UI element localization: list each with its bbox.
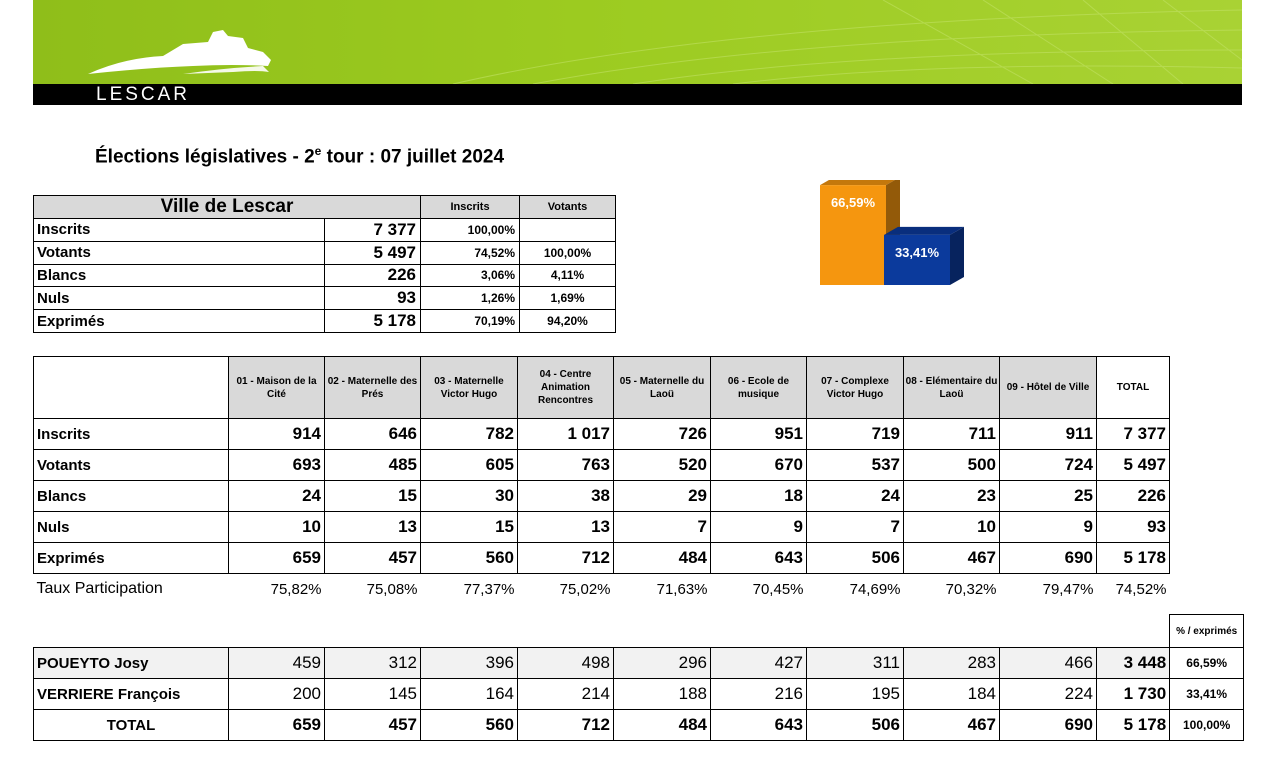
header-banner bbox=[33, 0, 1242, 84]
total-votes: 690 bbox=[1000, 710, 1097, 741]
results-chart bbox=[812, 180, 982, 300]
chart-data-label: 66,59% bbox=[830, 195, 876, 211]
pct-expressed-header: % / exprimés bbox=[1170, 615, 1244, 648]
summary-pct-votants: 94,20% bbox=[520, 310, 616, 333]
participation-value: 79,47% bbox=[1042, 580, 1094, 598]
candidate-votes: 296 bbox=[614, 648, 711, 679]
table-row bbox=[34, 450, 1170, 481]
total-votes: 712 bbox=[518, 710, 614, 741]
bureaux-corner bbox=[34, 357, 229, 419]
candidate-votes: 311 bbox=[807, 648, 904, 679]
cell-value: 500 bbox=[904, 450, 1000, 481]
summary-value: 226 bbox=[325, 264, 421, 287]
row-label: Inscrits bbox=[34, 419, 229, 450]
city-logo-icon bbox=[88, 30, 271, 74]
cell-value: 25 bbox=[1000, 481, 1097, 512]
candidate-votes: 184 bbox=[904, 679, 1000, 710]
candidate-votes: 427 bbox=[711, 648, 807, 679]
summary-pct-votants: 4,11% bbox=[520, 264, 616, 287]
summary-col-inscrits: Inscrits bbox=[421, 196, 520, 219]
summary-value: 93 bbox=[325, 287, 421, 310]
candidate-votes: 216 bbox=[711, 679, 807, 710]
candidate-votes: 214 bbox=[518, 679, 614, 710]
cell-value: 670 bbox=[711, 450, 807, 481]
summary-label: Votants bbox=[34, 241, 325, 264]
summary-pct-inscrits: 100,00% bbox=[421, 219, 520, 242]
cell-total: 5 178 bbox=[1097, 543, 1170, 574]
total-votes: 467 bbox=[904, 710, 1000, 741]
cell-value: 506 bbox=[807, 543, 904, 574]
cell-value: 15 bbox=[325, 481, 421, 512]
header-black-bar bbox=[33, 84, 1242, 105]
candidate-votes: 466 bbox=[1000, 648, 1097, 679]
cell-value: 23 bbox=[904, 481, 1000, 512]
total-pct: 100,00% bbox=[1170, 710, 1244, 741]
summary-row bbox=[34, 287, 616, 310]
cell-value: 712 bbox=[518, 543, 614, 574]
total-label: TOTAL bbox=[34, 710, 229, 741]
bureau-total-header: TOTAL bbox=[1097, 357, 1170, 419]
summary-row bbox=[34, 264, 616, 287]
total-votes: 506 bbox=[807, 710, 904, 741]
candidate-votes: 188 bbox=[614, 679, 711, 710]
participation-label: Taux Participation bbox=[36, 580, 163, 598]
total-sum: 5 178 bbox=[1097, 710, 1170, 741]
participation-value: 77,37% bbox=[463, 580, 515, 598]
summary-row bbox=[34, 219, 616, 242]
cell-value: 724 bbox=[1000, 450, 1097, 481]
candidate-votes: 195 bbox=[807, 679, 904, 710]
total-votes: 643 bbox=[711, 710, 807, 741]
summary-pct-votants bbox=[520, 219, 616, 242]
cell-value: 560 bbox=[421, 543, 518, 574]
summary-pct-votants: 100,00% bbox=[520, 241, 616, 264]
bureaux-table bbox=[33, 356, 1170, 605]
summary-city-title: Ville de Lescar bbox=[34, 196, 421, 219]
cell-total: 93 bbox=[1097, 512, 1170, 543]
cell-total: 7 377 bbox=[1097, 419, 1170, 450]
cell-total: 5 497 bbox=[1097, 450, 1170, 481]
candidate-votes: 145 bbox=[325, 679, 421, 710]
page-title: Élections législatives - 2e tour : 07 juillet 2024 bbox=[95, 144, 505, 168]
chart-bar-top bbox=[884, 227, 964, 235]
cell-value: 29 bbox=[614, 481, 711, 512]
logo-text: LESCAR bbox=[96, 84, 191, 105]
candidate-votes: 164 bbox=[421, 679, 518, 710]
cell-value: 457 bbox=[325, 543, 421, 574]
cell-value: 951 bbox=[711, 419, 807, 450]
cell-value: 693 bbox=[229, 450, 325, 481]
cell-value: 9 bbox=[711, 512, 807, 543]
cell-value: 484 bbox=[614, 543, 711, 574]
candidate-votes: 224 bbox=[1000, 679, 1097, 710]
candidate-votes: 200 bbox=[229, 679, 325, 710]
summary-pct-inscrits: 70,19% bbox=[421, 310, 520, 333]
chart-bar-side bbox=[950, 227, 964, 285]
cell-value: 911 bbox=[1000, 419, 1097, 450]
cell-value: 24 bbox=[807, 481, 904, 512]
row-label: Exprimés bbox=[34, 543, 229, 574]
candidate-total: 1 730 bbox=[1097, 679, 1170, 710]
cell-value: 485 bbox=[325, 450, 421, 481]
cell-value: 30 bbox=[421, 481, 518, 512]
summary-pct-inscrits: 74,52% bbox=[421, 241, 520, 264]
cell-value: 537 bbox=[807, 450, 904, 481]
cell-value: 914 bbox=[229, 419, 325, 450]
candidate-votes: 283 bbox=[904, 648, 1000, 679]
summary-value: 5 178 bbox=[325, 310, 421, 333]
summary-label: Blancs bbox=[34, 264, 325, 287]
cell-value: 726 bbox=[614, 419, 711, 450]
cell-value: 38 bbox=[518, 481, 614, 512]
candidate-pct: 66,59% bbox=[1170, 648, 1244, 679]
candidate-votes: 498 bbox=[518, 648, 614, 679]
cell-value: 1 017 bbox=[518, 419, 614, 450]
chart-data-label: 33,41% bbox=[894, 244, 940, 260]
bureau-header: 01 - Maison de la Cité bbox=[229, 357, 325, 419]
cell-value: 10 bbox=[229, 512, 325, 543]
row-label: Blancs bbox=[34, 481, 229, 512]
table-row bbox=[34, 512, 1170, 543]
participation-total: 74,52% bbox=[1115, 580, 1167, 598]
participation-row bbox=[34, 574, 1170, 605]
candidates-total-row bbox=[34, 710, 1244, 741]
summary-table bbox=[33, 195, 616, 333]
candidates-table bbox=[33, 614, 1244, 741]
summary-label: Exprimés bbox=[34, 310, 325, 333]
summary-row bbox=[34, 310, 616, 333]
cell-value: 690 bbox=[1000, 543, 1097, 574]
table-row bbox=[34, 543, 1170, 574]
bureau-header: 06 - Ecole de musique bbox=[711, 357, 807, 419]
bureau-header: 03 - Maternelle Victor Hugo bbox=[421, 357, 518, 419]
cell-value: 711 bbox=[904, 419, 1000, 450]
summary-label: Inscrits bbox=[34, 219, 325, 242]
cell-total: 226 bbox=[1097, 481, 1170, 512]
candidate-row bbox=[34, 648, 1244, 679]
participation-value: 70,32% bbox=[945, 580, 997, 598]
candidate-name: POUEYTO Josy bbox=[34, 648, 229, 679]
cell-value: 643 bbox=[711, 543, 807, 574]
summary-rows bbox=[34, 219, 616, 333]
bureau-header: 07 - Complexe Victor Hugo bbox=[807, 357, 904, 419]
candidate-row bbox=[34, 679, 1244, 710]
summary-row bbox=[34, 241, 616, 264]
participation-value: 74,69% bbox=[849, 580, 901, 598]
bureau-header: 05 - Maternelle du Laoü bbox=[614, 357, 711, 419]
cell-value: 7 bbox=[614, 512, 711, 543]
summary-col-votants: Votants bbox=[520, 196, 616, 219]
total-votes: 560 bbox=[421, 710, 518, 741]
cell-value: 659 bbox=[229, 543, 325, 574]
candidate-pct: 33,41% bbox=[1170, 679, 1244, 710]
cell-value: 782 bbox=[421, 419, 518, 450]
candidate-name: VERRIERE François bbox=[34, 679, 229, 710]
cell-value: 719 bbox=[807, 419, 904, 450]
candidate-total: 3 448 bbox=[1097, 648, 1170, 679]
candidate-votes: 312 bbox=[325, 648, 421, 679]
cell-value: 467 bbox=[904, 543, 1000, 574]
candidate-votes: 396 bbox=[421, 648, 518, 679]
summary-pct-inscrits: 3,06% bbox=[421, 264, 520, 287]
row-label: Nuls bbox=[34, 512, 229, 543]
candidate-votes: 459 bbox=[229, 648, 325, 679]
cell-value: 24 bbox=[229, 481, 325, 512]
table-row bbox=[34, 481, 1170, 512]
summary-label: Nuls bbox=[34, 287, 325, 310]
participation-value: 75,08% bbox=[366, 580, 418, 598]
cell-value: 520 bbox=[614, 450, 711, 481]
participation-value: 75,02% bbox=[559, 580, 611, 598]
cell-value: 13 bbox=[518, 512, 614, 543]
participation-value: 71,63% bbox=[656, 580, 708, 598]
cell-value: 10 bbox=[904, 512, 1000, 543]
cell-value: 605 bbox=[421, 450, 518, 481]
summary-value: 7 377 bbox=[325, 219, 421, 242]
participation-value: 75,82% bbox=[270, 580, 322, 598]
total-votes: 484 bbox=[614, 710, 711, 741]
cell-value: 646 bbox=[325, 419, 421, 450]
bureau-header: 09 - Hôtel de Ville bbox=[1000, 357, 1097, 419]
cell-value: 13 bbox=[325, 512, 421, 543]
bureau-header: 02 - Maternelle des Prés bbox=[325, 357, 421, 419]
cell-value: 763 bbox=[518, 450, 614, 481]
summary-value: 5 497 bbox=[325, 241, 421, 264]
bureau-header: 08 - Elémentaire du Laoü bbox=[904, 357, 1000, 419]
total-votes: 659 bbox=[229, 710, 325, 741]
cell-value: 18 bbox=[711, 481, 807, 512]
cell-value: 7 bbox=[807, 512, 904, 543]
total-votes: 457 bbox=[325, 710, 421, 741]
cell-value: 15 bbox=[421, 512, 518, 543]
bureau-header: 04 - Centre Animation Rencontres bbox=[518, 357, 614, 419]
cell-value: 9 bbox=[1000, 512, 1097, 543]
row-label: Votants bbox=[34, 450, 229, 481]
table-row bbox=[34, 419, 1170, 450]
participation-value: 70,45% bbox=[752, 580, 804, 598]
banner-decoration bbox=[33, 0, 1242, 84]
chart-bar bbox=[884, 235, 950, 285]
summary-pct-votants: 1,69% bbox=[520, 287, 616, 310]
summary-pct-inscrits: 1,26% bbox=[421, 287, 520, 310]
